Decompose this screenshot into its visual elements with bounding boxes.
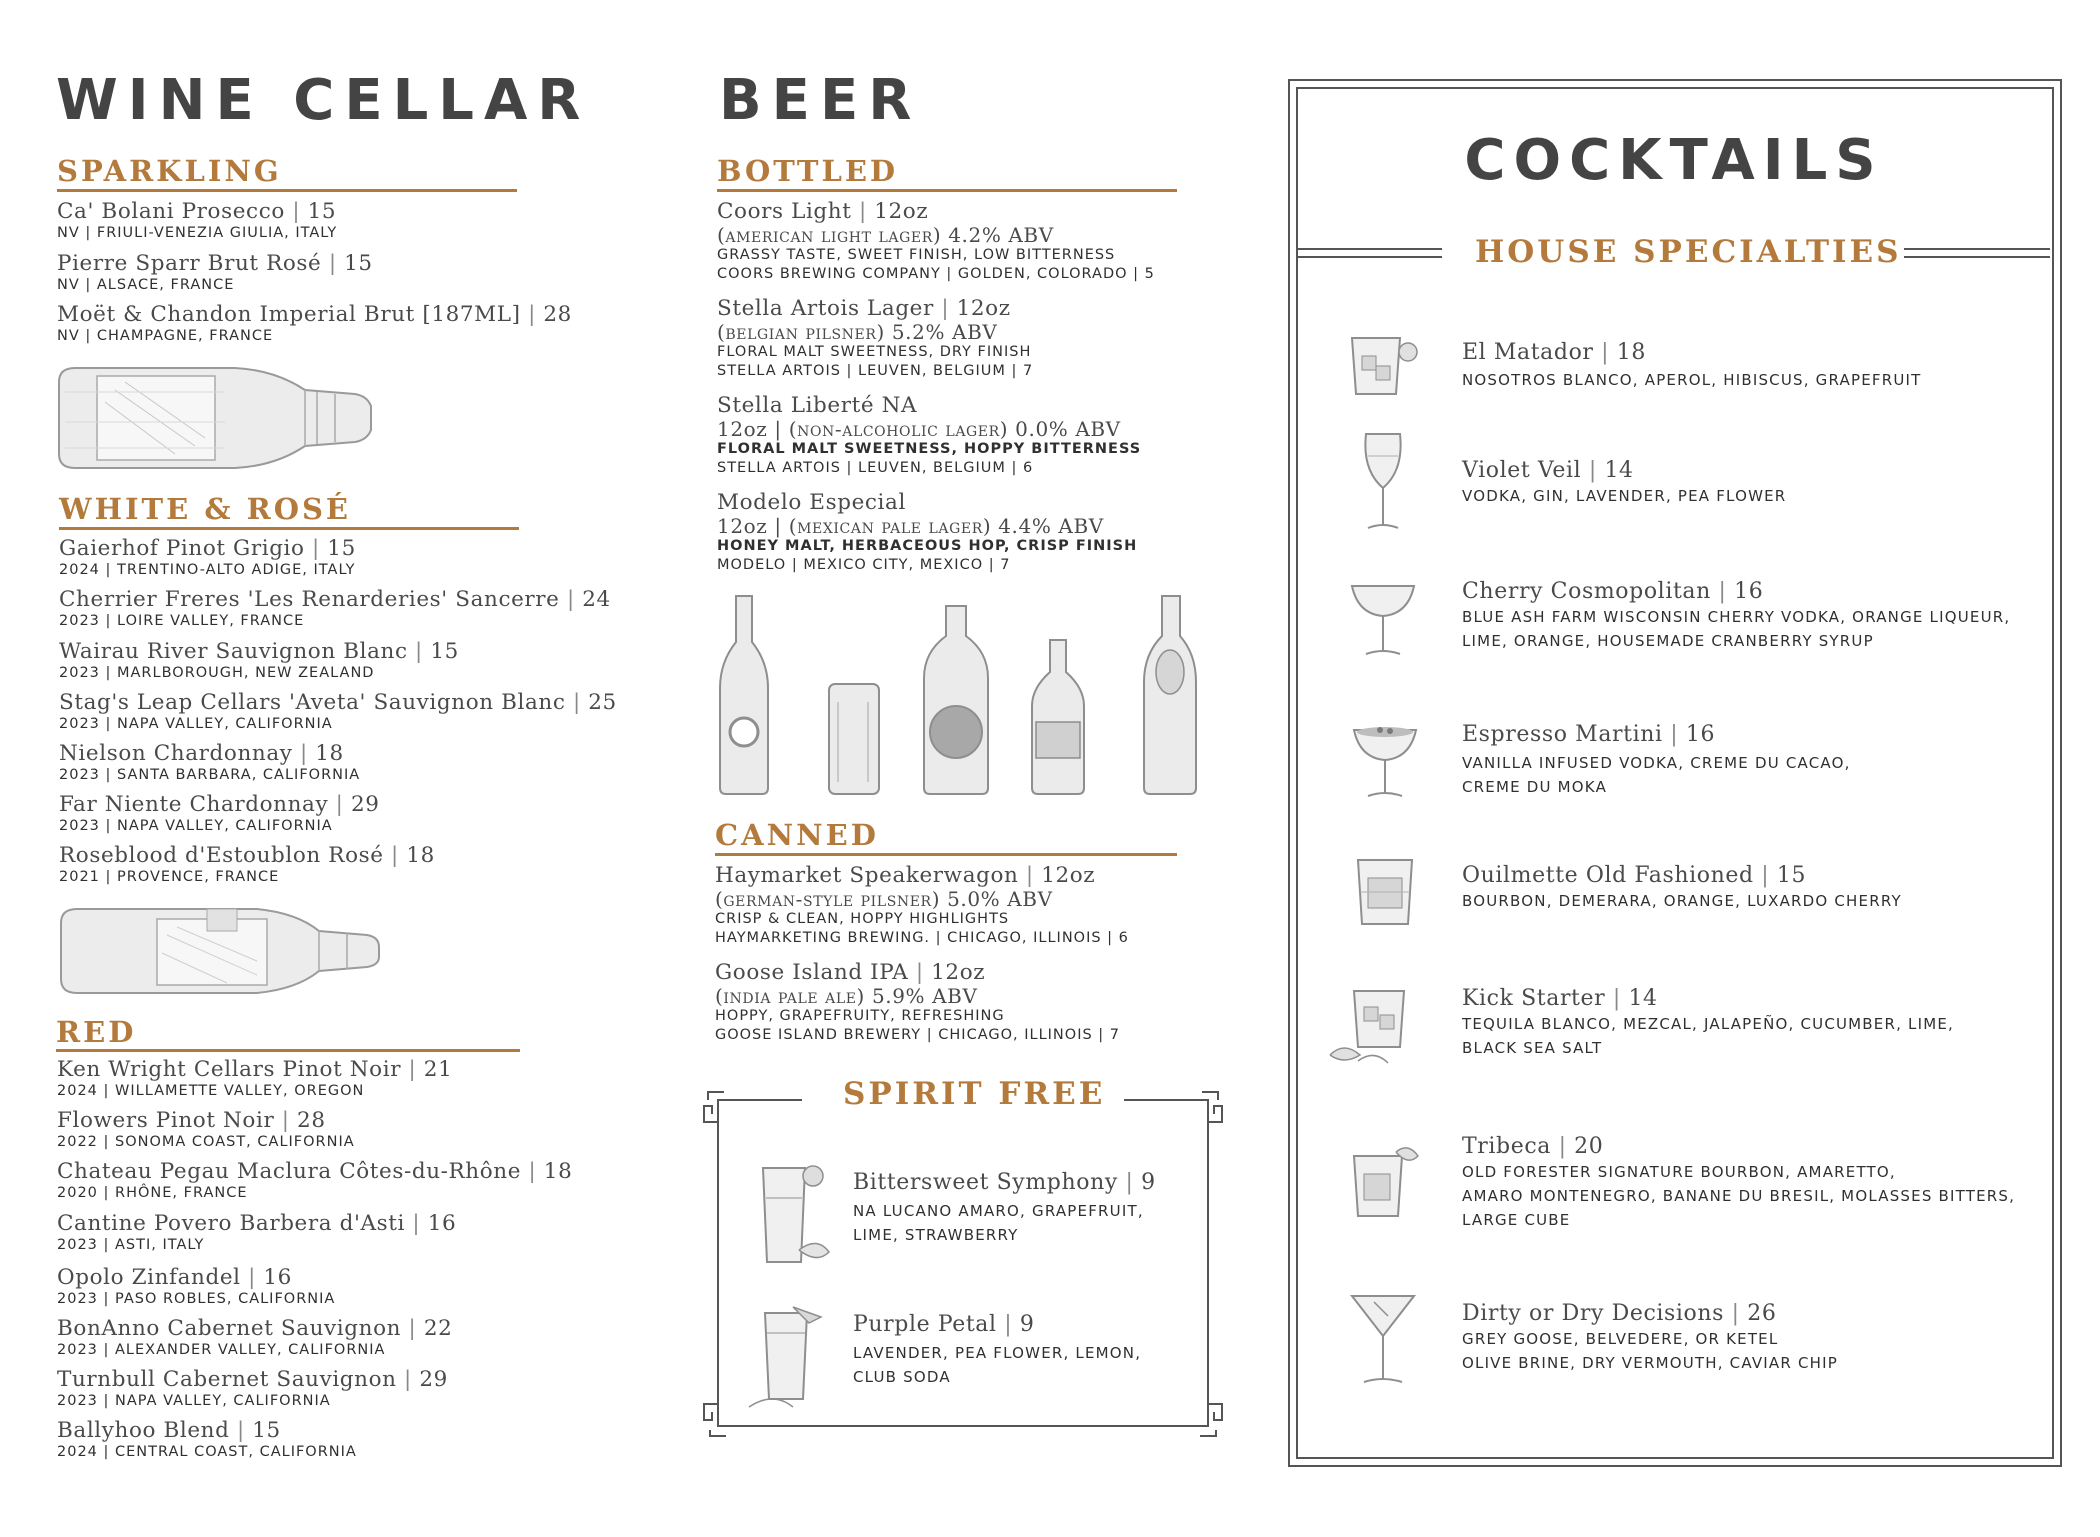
wine-item: Ca' Bolani Prosecco | 15 NV | FRIULI-VENEZIA GIULIA, ITALY <box>57 199 338 241</box>
house-divider-left <box>1296 248 1442 258</box>
old-fashioned-glass-icon <box>1350 852 1420 932</box>
cocktail-item: Tribeca | 20 OLD FORESTER SIGNATURE BOURBON, AMARETTO, AMARO MONTENEGRO, BANANE DU BRESIL, MOLASSES BITTERS, LARGE CUBE <box>1462 1134 2016 1229</box>
highball-lavender-icon <box>743 1303 833 1413</box>
bottled-heading: BOTTLED <box>717 154 899 188</box>
red-heading: RED <box>56 1015 137 1049</box>
canned-heading: CANNED <box>715 818 879 852</box>
beer-item: Stella Liberté NA 12oz | (non-alcoholic lager) 0.0% ABV FLORAL MALT SWEETNESS, HOPPY BITTERNESS STELLA ARTOIS | LEUVEN, BELGIUM | 6 <box>717 393 1142 476</box>
bottled-divider <box>717 189 1177 192</box>
wine-item: Flowers Pinot Noir | 28 2022 | SONOMA COAST, CALIFORNIA <box>57 1108 355 1150</box>
house-divider-right <box>1904 248 2050 258</box>
house-specialties-heading: HOUSE SPECIALTIES <box>1475 234 1902 270</box>
wine-item: Far Niente Chardonnay | 29 2023 | NAPA VALLEY, CALIFORNIA <box>59 792 380 834</box>
wine-item: Pierre Sparr Brut Rosé | 15 NV | ALSACE, FRANCE <box>57 251 373 293</box>
sparkling-heading: SPARKLING <box>57 154 282 188</box>
beer-bottles-icon <box>718 592 1208 798</box>
rose-bottle-icon <box>57 905 397 997</box>
wine-item: Moët & Chandon Imperial Brut [187ML] | 28 NV | CHAMPAGNE, FRANCE <box>57 302 572 344</box>
spirit-free-item: Purple Petal | 9 LAVENDER, PEA FLOWER, LEMON, CLUB SODA <box>853 1312 1142 1386</box>
champagne-bottle-icon <box>55 362 405 472</box>
wine-item: Ken Wright Cellars Pinot Noir | 21 2024 | WILLAMETTE VALLEY, OREGON <box>57 1057 453 1099</box>
wine-glass-icon <box>1358 430 1408 534</box>
spirit-free-item: Bittersweet Symphony | 9 NA LUCANO AMARO, GRAPEFRUIT, LIME, STRAWBERRY <box>853 1170 1156 1244</box>
cocktail-item: Violet Veil | 14 VODKA, GIN, LAVENDER, PEA FLOWER <box>1462 458 1787 505</box>
martini-glass-icon <box>1348 1290 1418 1390</box>
spirit-free-heading: SPIRIT FREE <box>843 1076 1106 1112</box>
cocktails-title: COCKTAILS <box>1464 128 1884 193</box>
highball-grapefruit-icon <box>743 1158 833 1268</box>
wine-item: Chateau Pegau Maclura Côtes-du-Rhône | 18 2020 | RHÔNE, FRANCE <box>57 1159 573 1201</box>
coupe-glass-icon <box>1348 580 1418 660</box>
wine-item: Cantine Povero Barbera d'Asti | 16 2023 | ASTI, ITALY <box>57 1211 457 1253</box>
white-rose-divider <box>59 527 519 530</box>
beer-item: Haymarket Speakerwagon | 12oz (german-style pilsner) 5.0% ABV CRISP & CLEAN, HOPPY HIGHLIGHTS HAYMARKETING BREWING. | CHICAGO, ILLINOIS | 6 <box>715 863 1129 946</box>
red-divider <box>56 1049 520 1052</box>
wine-item: Gaierhof Pinot Grigio | 15 2024 | TRENTINO-ALTO ADIGE, ITALY <box>59 536 356 578</box>
wine-cellar-title: WINE CELLAR <box>56 68 591 133</box>
rocks-glass-orange-icon <box>1346 1144 1426 1224</box>
wine-item: Roseblood d'Estoublon Rosé | 18 2021 | PROVENCE, FRANCE <box>59 843 435 885</box>
beer-title: BEER <box>719 68 922 133</box>
sparkling-divider <box>57 189 517 192</box>
rocks-glass-garnish-icon <box>1338 326 1428 402</box>
cocktail-item: Ouilmette Old Fashioned | 15 BOURBON, DEMERARA, ORANGE, LUXARDO CHERRY <box>1462 863 1902 910</box>
beer-item: Goose Island IPA | 12oz (india pale ale) 5.9% ABV HOPPY, GRAPEFRUITY, REFRESHING GOOSE ISLAND BREWERY | CHICAGO, ILLINOIS | 7 <box>715 960 1120 1043</box>
wine-item: Nielson Chardonnay | 18 2023 | SANTA BARBARA, CALIFORNIA <box>59 741 361 783</box>
beer-item: Modelo Especial 12oz | (mexican pale lager) 4.4% ABV HONEY MALT, HERBACEOUS HOP, CRISP FINISH MODELO | MEXICO CITY, MEXICO | 7 <box>717 490 1138 573</box>
wine-item: BonAnno Cabernet Sauvignon | 22 2023 | ALEXANDER VALLEY, CALIFORNIA <box>57 1316 453 1358</box>
wine-item: Wairau River Sauvignon Blanc | 15 2023 | MARLBOROUGH, NEW ZEALAND <box>59 639 459 681</box>
beer-item: Stella Artois Lager | 12oz (belgian pilsner) 5.2% ABV FLORAL MALT SWEETNESS, DRY FINISH STELLA ARTOIS | LEUVEN, BELGIUM | 7 <box>717 296 1034 379</box>
white-rose-heading: WHITE & ROSÉ <box>59 492 352 526</box>
coupe-espresso-icon <box>1350 722 1420 802</box>
canned-divider <box>715 853 1177 856</box>
wine-item: Cherrier Freres 'Les Renarderies' Sancerre | 24 2023 | LOIRE VALLEY, FRANCE <box>59 587 611 629</box>
cocktail-item: El Matador | 18 NOSOTROS BLANCO, APEROL, HIBISCUS, GRAPEFRUIT <box>1462 340 1922 389</box>
beer-item: Coors Light | 12oz (american light lager) 4.2% ABV GRASSY TASTE, SWEET FINISH, LOW BITTERNESS COORS BREWING COMPANY | GOLDEN, COLORADO | 5 <box>717 199 1155 282</box>
cocktail-item: Cherry Cosmopolitan | 16 BLUE ASH FARM WISCONSIN CHERRY VODKA, ORANGE LIQUEUR, LIME, ORANGE, HOUSEMADE CRANBERRY SYRUP <box>1462 579 2011 650</box>
cocktail-item: Espresso Martini | 16 VANILLA INFUSED VODKA, CREME DU CACAO, CREME DU MOKA <box>1462 722 1851 796</box>
cocktail-item: Kick Starter | 14 TEQUILA BLANCO, MEZCAL, JALAPEÑO, CUCUMBER, LIME, BLACK SEA SALT <box>1462 986 1955 1057</box>
wine-item: Stag's Leap Cellars 'Aveta' Sauvignon Blanc | 25 2023 | NAPA VALLEY, CALIFORNIA <box>59 690 617 732</box>
wine-item: Ballyhoo Blend | 15 2024 | CENTRAL COAST, CALIFORNIA <box>57 1418 357 1460</box>
cocktail-item: Dirty or Dry Decisions | 26 GREY GOOSE, BELVEDERE, OR KETEL OLIVE BRINE, DRY VERMOUTH, CAVIAR CHIP <box>1462 1301 1839 1372</box>
rocks-glass-lime-icon <box>1328 985 1418 1069</box>
wine-item: Opolo Zinfandel | 16 2023 | PASO ROBLES, CALIFORNIA <box>57 1265 336 1307</box>
wine-item: Turnbull Cabernet Sauvignon | 29 2023 | NAPA VALLEY, CALIFORNIA <box>57 1367 448 1409</box>
